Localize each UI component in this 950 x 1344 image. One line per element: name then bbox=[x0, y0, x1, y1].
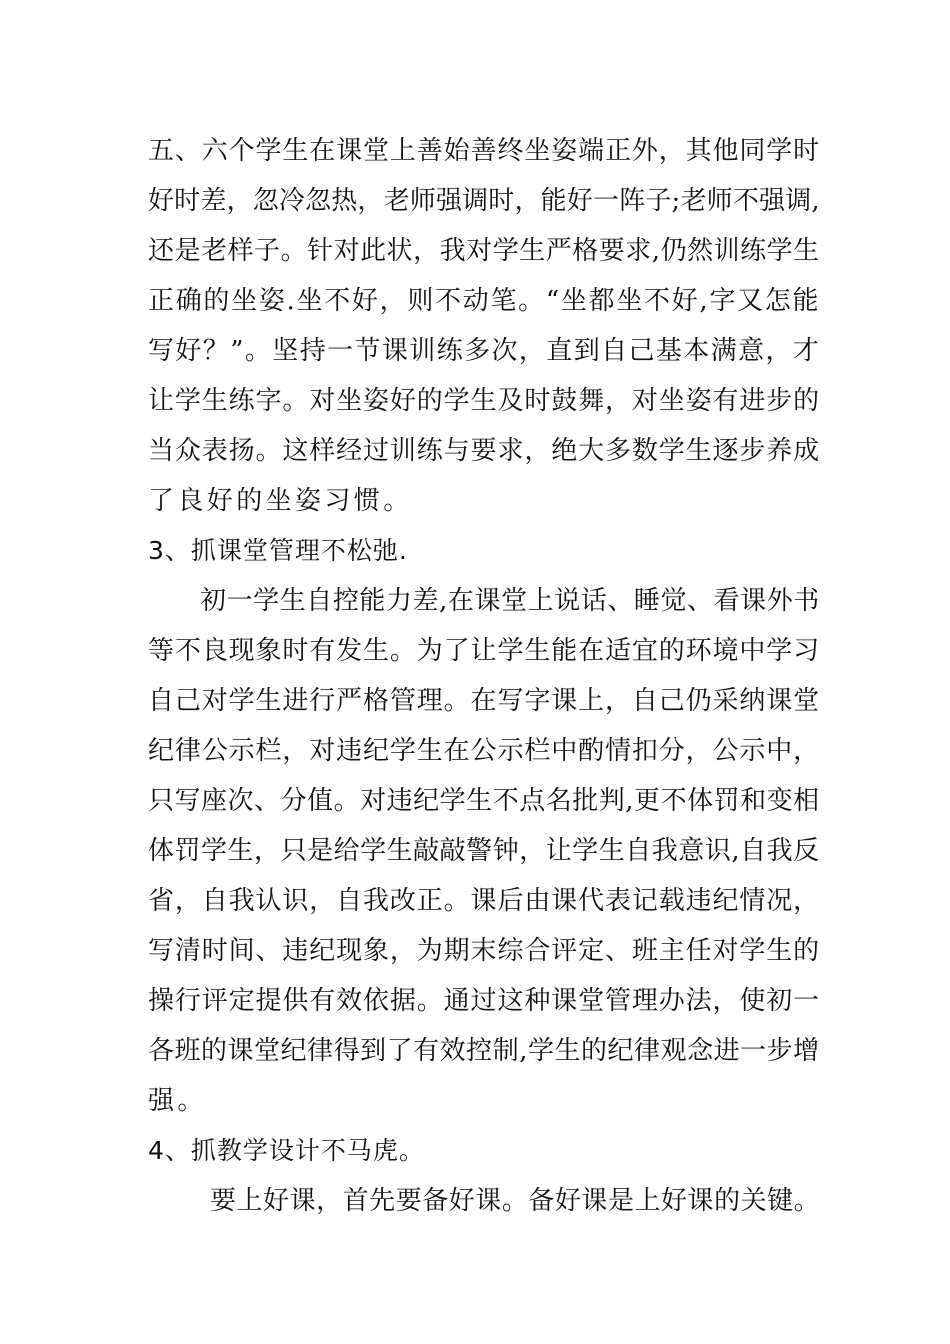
paragraph-2-line-8: 写清时间、违纪现象，为期末综合评定、班主任对学生的 bbox=[148, 936, 821, 966]
paragraph-1-line-1: 五、六个学生在课堂上善始善终坐姿端正外，其他同学时 bbox=[148, 136, 821, 166]
paragraph-1-line-8: 了良好的坐姿习惯。 bbox=[148, 486, 413, 516]
paragraph-1-line-5: 写好？”。坚持一节课训练多次，直到自己基本满意，才 bbox=[148, 336, 821, 366]
paragraph-1-line-6: 让学生练字。对坐姿好的学生及时鼓舞，对坐姿有进步的 bbox=[148, 386, 821, 416]
paragraph-1-line-4: 正确的坐姿.坐不好，则不动笔。“坐都坐不好,字又怎能 bbox=[148, 286, 821, 316]
paragraph-1-line-2: 好时差，忽冷忽热，老师强调时，能好一阵子;老师不强调, bbox=[148, 186, 820, 216]
paragraph-2-line-3: 自己对学生进行严格管理。在写字课上，自己仍采纳课堂 bbox=[148, 686, 821, 716]
paragraph-2-line-7: 省，自我认识，自我改正。课后由课代表记载违纪情况， bbox=[148, 886, 821, 916]
paragraph-2-line-9: 操行评定提供有效依据。通过这种课堂管理办法，使初一 bbox=[148, 986, 821, 1016]
paragraph-2-line-10: 各班的课堂纪律得到了有效控制,学生的纪律观念进一步增 bbox=[148, 1036, 820, 1066]
section-heading-4: 4、抓教学设计不马虎。 bbox=[148, 1136, 425, 1165]
paragraph-1-line-3: 还是老样子。针对此状，我对学生严格要求,仍然训练学生 bbox=[148, 236, 820, 266]
paragraph-2-line-6: 体罚学生，只是给学生敲敲警钟，让学生自我意识,自我反 bbox=[148, 836, 820, 866]
paragraph-1-line-7: 当众表扬。这样经过训练与要求，绝大多数学生逐步养成 bbox=[148, 436, 821, 466]
paragraph-2-line-5: 只写座次、分值。对违纪学生不点名批判,更不体罚和变相 bbox=[148, 786, 820, 816]
paragraph-2-line-4: 纪律公示栏，对违纪学生在公示栏中酌情扣分，公示中， bbox=[148, 736, 821, 766]
paragraph-2-line-1: 初一学生自控能力差,在课堂上说话、睡觉、看课外书 bbox=[200, 586, 820, 616]
section-heading-3: 3、抓课堂管理不松弛. bbox=[148, 536, 408, 565]
paragraph-2-line-2: 等不良现象时有发生。为了让学生能在适宜的环境中学习 bbox=[148, 636, 821, 666]
paragraph-2-line-11: 强。 bbox=[148, 1086, 207, 1116]
paragraph-3-line-1: 要上好课，首先要备好课。备好课是上好课的关键。 bbox=[210, 1186, 821, 1216]
